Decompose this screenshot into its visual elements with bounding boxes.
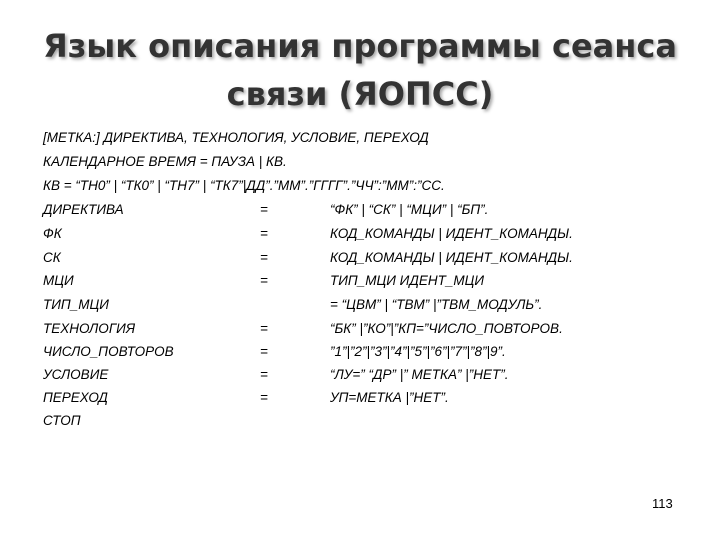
rule-definition: “ЛУ=” “ДР” |” МЕТКА” |”НЕТ”. [330,367,509,382]
grammar-header-line: КАЛЕНДАРНОЕ ВРЕМЯ = ПАУЗА | КВ. [43,154,287,169]
rule-name: УСЛОВИЕ [43,367,109,382]
slide-title-line-2: связи (ЯОПСС) [226,75,494,113]
rule-name: СК [43,250,61,265]
rule-equals: = [260,321,268,336]
rule-name: МЦИ [43,273,74,288]
rule-definition: УП=МЕТКА |”НЕТ”. [330,390,449,405]
rule-definition: ТИП_МЦИ ИДЕНТ_МЦИ [330,273,485,288]
rule-name: ЧИСЛО_ПОВТОРОВ [43,344,174,359]
rule-name: ПЕРЕХОД [43,390,108,405]
rule-name: ФК [43,226,62,241]
page-number: 113 [652,496,673,511]
rule-definition: = “ЦВМ” | “ТВМ” |”ТВМ_МОДУЛЬ”. [330,297,543,312]
rule-name: ТИП_МЦИ [43,297,109,312]
rule-equals: = [260,250,268,265]
rule-equals: = [260,202,268,217]
rule-equals: = [260,344,268,359]
rule-equals: = [260,367,268,382]
rule-definition: “БК” |”КО”|”КП=”ЧИСЛО_ПОВТОРОВ. [330,321,563,336]
rule-equals: = [260,226,268,241]
grammar-header-line: [МЕТКА:] ДИРЕКТИВА, ТЕХНОЛОГИЯ, УСЛОВИЕ, ПЕРЕХОД [43,130,429,145]
rule-definition: КОД_КОМАНДЫ | ИДЕНТ_КОМАНДЫ. [330,226,573,241]
rule-definition: КОД_КОМАНДЫ | ИДЕНТ_КОМАНДЫ. [330,250,573,265]
rule-equals: = [260,390,268,405]
rule-name: СТОП [43,413,81,428]
rule-name: ДИРЕКТИВА [43,202,124,217]
grammar-header-line: КВ = “ТН0” | “ТК0” | “ТН7” | “ТК7”|ДД”.”ММ”.”ГГГГ”.”ЧЧ”:”ММ”:”СС. [43,178,445,193]
rule-definition: “ФК” | “СК” | “МЦИ” | “БП”. [330,202,489,217]
rule-equals: = [260,273,268,288]
rule-name: ТЕХНОЛОГИЯ [43,321,136,336]
rule-definition: ”1”|”2”|”3”|”4”|”5”|”6”|”7”|”8”|9”. [330,344,506,359]
slide-title-line-1: Язык описания программы сеанса [43,27,677,65]
